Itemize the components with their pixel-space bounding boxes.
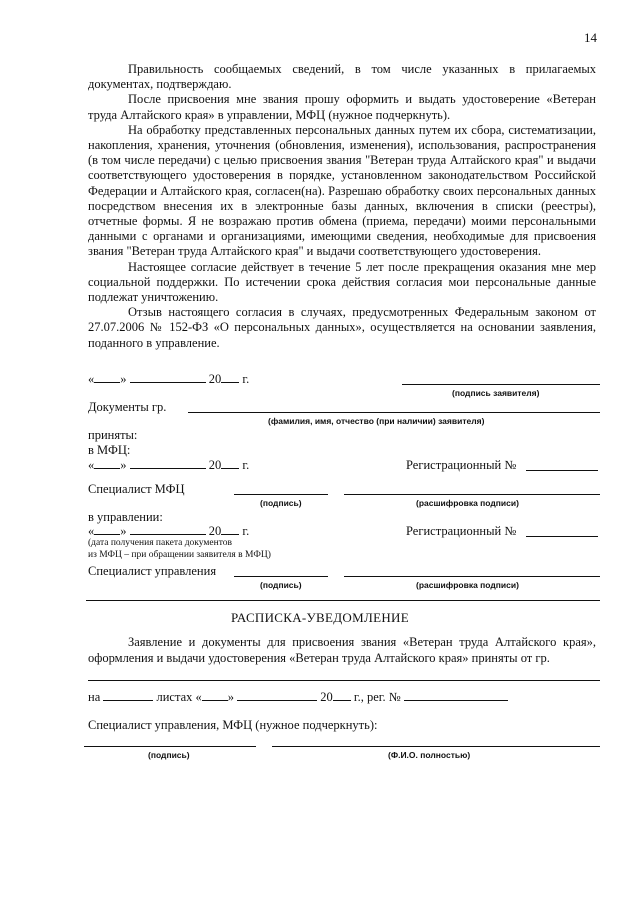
applicant-fio-line[interactable] [188, 412, 600, 413]
receipt-sheets-row: на листах « » 20 г., рег. № [88, 690, 508, 705]
receipt-fio-full-line[interactable] [272, 746, 600, 747]
office-registration-line[interactable] [526, 536, 598, 537]
mfc-specialist-decode-line[interactable] [344, 494, 600, 495]
paragraph-data-processing: На обработку представленных персональных данных путем их сбора, систематизации, накопления, хранения, уточнения (обновления, изменения), использования, распространения (в том числе передачи) с целью присвоения звания "Ветеран труда Алтайского края" и выдачи соответствующего удостоверения в порядке, установленном законодательством Российской Федерации и Алтайского края, согласен(на). Разрешаю обработку своих персональных данных посредством внесения их в электронные базы данных, включения в списки (реестры), отчетные формы. Я не возражаю против обмена (приема, передачи) моими персональными данными с органами и организациями, имеющими сведения, необходимые для присвоения звания "Ветеран труда Алтайского края" и выдачи соответствующего удостоверения. [88, 122, 596, 259]
sheets-count-line[interactable] [103, 700, 153, 701]
fio-caption: (фамилия, имя, отчество (при наличии) заявителя) [268, 416, 485, 426]
mfc-specialist-label: Специалист МФЦ [88, 482, 185, 496]
mfc-specialist-signature-line[interactable] [234, 494, 328, 495]
consent-text [88, 62, 596, 351]
package-date-caption-2: из МФЦ – при обращении заявителя в МФЦ) [88, 550, 271, 560]
receipt-signature-line[interactable] [84, 746, 256, 747]
accepted-label: приняты: [88, 428, 138, 442]
mfc-registration-line[interactable] [526, 470, 598, 471]
applicant-signature-caption: (подпись заявителя) [452, 388, 540, 398]
receipt-title: РАСПИСКА-УВЕДОМЛЕНИЕ [231, 610, 409, 625]
office-date: « » 20 г. [88, 524, 250, 538]
receipt-text: Заявление и документы для присвоения звания «Ветеран труда Алтайского края», оформления и выдачи удостоверения «Ветеран труда Алтайского края» приняты от гр. [88, 635, 596, 665]
office-decode-caption: (расшифровка подписи) [416, 580, 519, 590]
receipt-signature-caption: (подпись) [148, 750, 190, 760]
mfc-signature-caption: (подпись) [260, 498, 302, 508]
separator-line [86, 600, 600, 601]
paragraph-confirmation: Правильность сообщаемых сведений, в том числе указанных в прилагаемых документах, подтверждаю. [88, 62, 596, 92]
applicant-date: « » 20 г. [88, 372, 250, 386]
office-specialist-label: Специалист управления [88, 564, 217, 578]
receipt-fio-line[interactable] [88, 680, 600, 681]
documents-label: Документы гр. [88, 400, 167, 414]
mfc-label: в МФЦ: [88, 443, 131, 457]
page-number: 14 [584, 30, 597, 45]
paragraph-certificate-request: После присвоения мне звания прошу оформить и выдать удостоверение «Ветеран труда Алтайского края» в управлении, МФЦ (нужное подчеркнуть). [88, 92, 596, 122]
office-specialist-decode-line[interactable] [344, 576, 600, 577]
office-registration-label: Регистрационный № [406, 524, 517, 538]
mfc-registration-label: Регистрационный № [406, 458, 517, 472]
receipt-reg-number-line[interactable] [404, 700, 508, 701]
office-label: в управлении: [88, 510, 163, 524]
receipt-specialist-label: Специалист управления, МФЦ (нужное подчеркнуть): [88, 718, 378, 732]
package-date-caption-1: (дата получения пакета документов [88, 538, 232, 548]
mfc-date: « » 20 г. [88, 458, 250, 472]
receipt-fio-caption: (Ф.И.О. полностью) [388, 750, 471, 760]
office-specialist-signature-line[interactable] [234, 576, 328, 577]
office-signature-caption: (подпись) [260, 580, 302, 590]
paragraph-consent-withdrawal: Отзыв настоящего согласия в случаях, предусмотренных Федеральным законом от 27.07.2006 № 152-ФЗ «О персональных данных», осуществляется на основании заявления, поданного в управление. [88, 305, 596, 350]
paragraph-consent-term: Настоящее согласие действует в течение 5 лет после прекращения оказания мне мер социальной поддержки. По истечении срока действия согласия мои персональные данные подлежат уничтожению. [88, 259, 596, 305]
applicant-signature-line[interactable] [402, 384, 600, 385]
mfc-decode-caption: (расшифровка подписи) [416, 498, 519, 508]
